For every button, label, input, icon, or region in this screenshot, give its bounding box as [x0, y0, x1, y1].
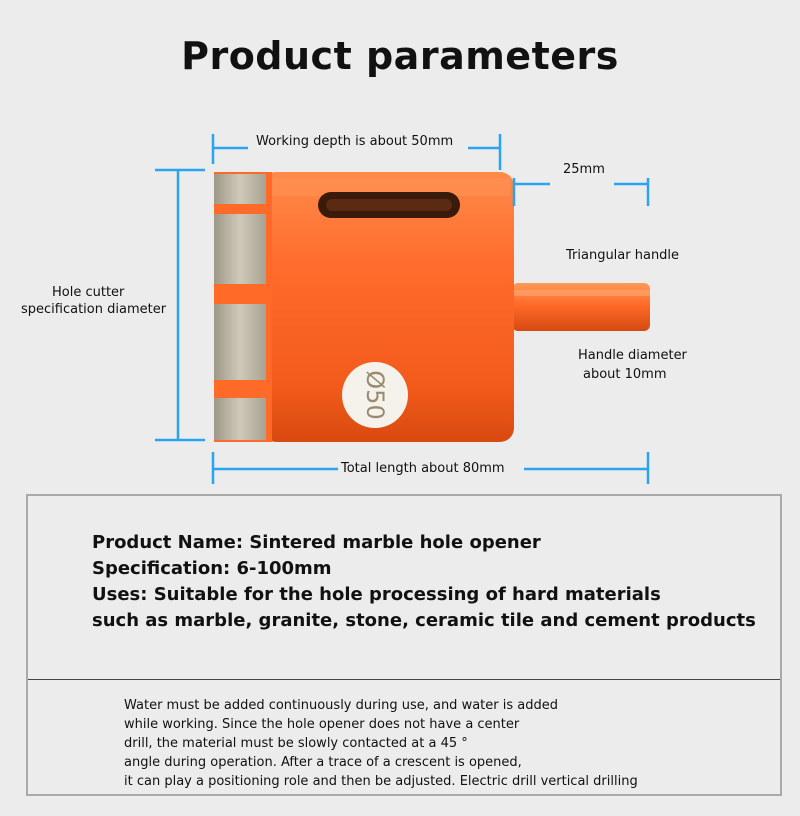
- product-uses-line2: such as marble, granite, stone, ceramic tile and cement products: [92, 610, 756, 631]
- product-uses-line1: Uses: Suitable for the hole processing of hard materials: [92, 584, 661, 605]
- usage-notes: [124, 696, 638, 791]
- note-line: while working. Since the hole opener does not have a center: [124, 717, 520, 732]
- badge-text: Ø50: [361, 370, 389, 420]
- total-length-label: Total length about 80mm: [341, 461, 505, 476]
- working-depth-label: Working depth is about 50mm: [256, 134, 454, 149]
- hole-cutter-label-line2: specification diameter: [21, 302, 167, 317]
- page-title: Product parameters: [181, 34, 619, 78]
- handle-diameter-label-line1: Handle diameter: [578, 348, 687, 363]
- note-line: angle during operation. After a trace of a crescent is opened,: [124, 755, 522, 770]
- info-divider: [28, 679, 780, 680]
- note-line: Water must be added continuously during use, and water is added: [124, 698, 558, 713]
- diamond-segments: [214, 172, 272, 442]
- product-specification: Specification: 6-100mm: [92, 558, 332, 579]
- handle-length-label: 25mm: [563, 162, 605, 177]
- product-info: [92, 530, 756, 634]
- triangular-handle-label: Triangular handle: [566, 248, 680, 263]
- product-name: Product Name: Sintered marble hole opener: [92, 532, 541, 553]
- note-line: it can play a positioning role and then be adjusted. Electric drill vertical drilling: [124, 774, 638, 789]
- hole-cutter-label-line1: Hole cutter: [52, 285, 125, 300]
- info-box: [26, 494, 782, 796]
- note-line: drill, the material must be slowly contacted at a 45 °: [124, 736, 468, 751]
- triangular-shank: [512, 283, 650, 331]
- handle-diameter-label-line2: about 10mm: [583, 367, 667, 382]
- size-badge: [342, 362, 408, 428]
